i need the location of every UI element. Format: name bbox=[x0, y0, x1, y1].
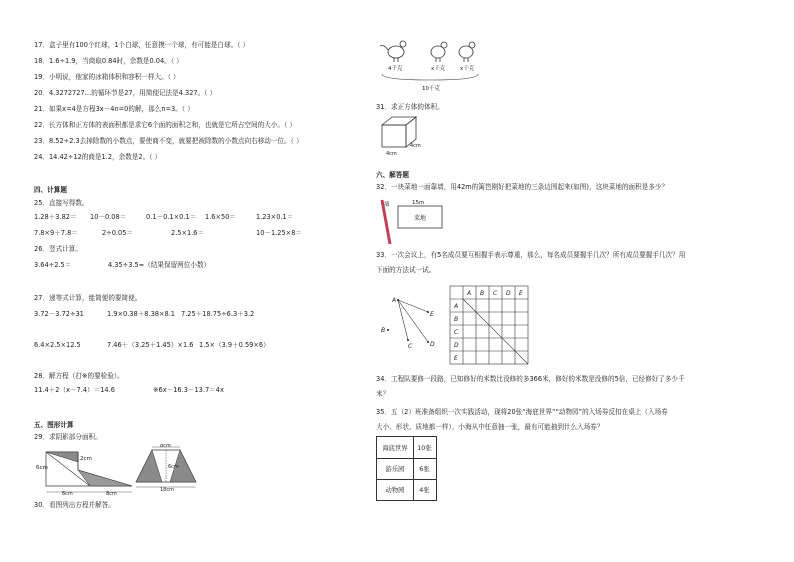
stepwise-item: 1.9×0.38＋8.38×8.1 bbox=[107, 310, 175, 318]
question-26: 26．竖式计算。 bbox=[34, 245, 82, 253]
ticket-count: 6张 bbox=[419, 465, 430, 473]
grid-row-label: B bbox=[454, 316, 459, 323]
ticket-name: 游乐园 bbox=[385, 465, 405, 473]
calc-item: 10－0.08＝ bbox=[90, 213, 127, 221]
equation-item: ※6x－16.3－13.7＝4x bbox=[153, 386, 224, 394]
calc-item: 1.23×0.1＝ bbox=[256, 213, 294, 221]
question-25: 25．直接写得数。 bbox=[34, 199, 89, 207]
question-22: 22．长方体和正方体的表面积都是求它6个面的面积之和，也就是它所占空间的大小。（ ） bbox=[34, 121, 296, 129]
hen-icon bbox=[380, 41, 406, 62]
question-32: 32．一块菜地一面靠墙，用42m的篱笆刚好把菜地的三条边围起来(如图)，这块菜地的面积是多少？ bbox=[376, 183, 669, 191]
question-34-line1: 34．工程队要修一段路，已知修好的米数比没修的多366米，修好的米数是没修的5倍，已经修好了多少千 bbox=[376, 375, 685, 383]
cube-edge-label: 4cm bbox=[410, 143, 421, 149]
ticket-name: 海底世界 bbox=[382, 444, 408, 452]
point-label: E bbox=[430, 311, 434, 318]
fig2-height: 6cm bbox=[168, 464, 179, 470]
calc-item: 0.1－0.1×0.1＝ bbox=[146, 213, 197, 221]
point-label: D bbox=[430, 341, 435, 348]
point-label: B bbox=[381, 327, 386, 334]
question-18: 18．1.6÷1.9，当商取0.84时，余数是0.04。（ ） bbox=[34, 57, 183, 65]
grid-row-label: C bbox=[454, 329, 459, 336]
point-label: A bbox=[392, 297, 397, 304]
shaded-figure-1 bbox=[30, 442, 145, 496]
cube-edge-label: 4cm bbox=[386, 151, 397, 157]
fig2-top: 8cm bbox=[160, 444, 171, 449]
question-33-line2: 下面的方法试一试。 bbox=[376, 266, 436, 274]
hens-illustration bbox=[376, 36, 486, 94]
equation-item: 11.4＋2（x－7.4）＝14.6 bbox=[34, 386, 115, 394]
stepwise-item: 6.4×2.5×12.5 bbox=[34, 341, 81, 349]
handshake-point-diagram bbox=[378, 290, 440, 356]
ticket-name: 动物园 bbox=[385, 486, 405, 494]
question-19: 19．小明说，他家的冰箱体积和容积一样大。（ ） bbox=[34, 73, 180, 81]
calc-item: 1.6×50＝ bbox=[205, 213, 236, 221]
question-29: 29．求阴影部分面积。 bbox=[34, 433, 102, 441]
section-6-heading: 六、解答题 bbox=[376, 171, 409, 179]
ticket-table bbox=[376, 436, 437, 501]
question-35-line2: 大小、形状、质地都一样），小海从中任意抽一张，最有可能抽到什么入场券？ bbox=[376, 423, 604, 431]
question-31: 31．求正方体的体积。 bbox=[376, 103, 444, 111]
calc-item: 7.8×9＋7.8＝ bbox=[34, 229, 78, 237]
wall-label: 墙 bbox=[384, 202, 390, 208]
hen-weight: x千克 bbox=[460, 66, 475, 72]
question-23: 23．8.52÷2.3去掉除数的小数点，要使商不变，就要把被除数的小数点向右移动一位。（ ） bbox=[34, 137, 303, 145]
section-4-heading: 四、计算题 bbox=[34, 186, 67, 194]
plot-label: 菜地 bbox=[414, 215, 427, 222]
question-21: 21．如果x=4是方程3x－4n=0的解，那么n=3。（ ） bbox=[34, 105, 194, 113]
calc-item: 2.5×1.6＝ bbox=[171, 229, 205, 237]
hen-icon bbox=[459, 42, 475, 62]
fig1-height: 6cm bbox=[36, 465, 48, 471]
grid-col-label: C bbox=[493, 290, 498, 297]
stepwise-item: 7.46＋（3.25＋1.45）×1.6 bbox=[107, 341, 194, 349]
fig1-base2: 8cm bbox=[106, 491, 117, 496]
fig1-top: 2cm bbox=[80, 456, 92, 462]
stepwise-item: 7.25＋18.75÷6.3＋3.2 bbox=[181, 310, 255, 318]
grid-row-label: A bbox=[454, 303, 459, 310]
question-34-line2: 米？ bbox=[376, 390, 390, 398]
grid-row-label: E bbox=[454, 355, 458, 362]
grid-col-label: D bbox=[506, 290, 511, 297]
fig1-base1: 6cm bbox=[62, 491, 73, 496]
handshake-grid bbox=[449, 285, 529, 365]
question-24: 24．14.42÷12的商是1.2，余数是2。（ ） bbox=[34, 153, 162, 161]
grid-col-label: B bbox=[480, 290, 485, 297]
hen-weight: x千克 bbox=[431, 66, 446, 72]
hen-weight: 4千克 bbox=[388, 66, 403, 72]
shaded-figure-2 bbox=[130, 444, 202, 492]
question-28: 28．解方程（打※的要检验）。 bbox=[34, 372, 124, 380]
plot-length: 15m bbox=[412, 200, 425, 206]
stepwise-item: 1.5×（3.9＋0.59×6） bbox=[199, 341, 270, 349]
question-33-line1: 33．一次会议上，有5名成员要互相握手表示尊重，那么，每名成员要握手几次？所有成员要握手几次？用 bbox=[376, 251, 686, 259]
cube-figure bbox=[374, 113, 426, 157]
division-item: 4.35÷3.5≈（结果保留两位小数） bbox=[108, 261, 211, 269]
hen-icon bbox=[431, 42, 447, 62]
calc-item: 2÷0.05＝ bbox=[102, 229, 133, 237]
calc-item: 10－1.25×8＝ bbox=[256, 229, 302, 237]
grid-col-label: A bbox=[467, 290, 472, 297]
vegetable-plot-figure bbox=[376, 194, 466, 248]
division-item: 3.64÷2.5＝ bbox=[34, 261, 72, 269]
question-35-line1: 35．五（2）班准备组织一次实践活动，现将20张“海底世界”“动物园”的入场券反扣在桌上（入场券 bbox=[376, 408, 668, 416]
section-5-heading: 五、图形计算 bbox=[34, 421, 74, 429]
ticket-count: 4张 bbox=[419, 486, 430, 494]
fig2-base: 18cm bbox=[160, 487, 174, 492]
question-17: 17．盒子里有100个红球，1个白球，任意摸一个球，有可能是白球。（ ） bbox=[34, 41, 250, 49]
calc-item: 1.28＋3.82＝ bbox=[34, 213, 77, 221]
total-weight: 10千克 bbox=[422, 86, 440, 92]
point-label: C bbox=[408, 343, 413, 350]
ticket-count: 10张 bbox=[417, 444, 432, 452]
question-27: 27．递等式计算，能简便的要简便。 bbox=[34, 294, 142, 302]
question-30: 30．看图列出方程并解答。 bbox=[34, 501, 115, 509]
stepwise-item: 3.72－3.72÷31 bbox=[34, 310, 84, 318]
question-20: 20．4.3272727…的循环节是27，用简便记法是4.327。（ ） bbox=[34, 89, 217, 97]
grid-row-label: D bbox=[454, 342, 459, 349]
grid-col-label: E bbox=[519, 290, 523, 297]
